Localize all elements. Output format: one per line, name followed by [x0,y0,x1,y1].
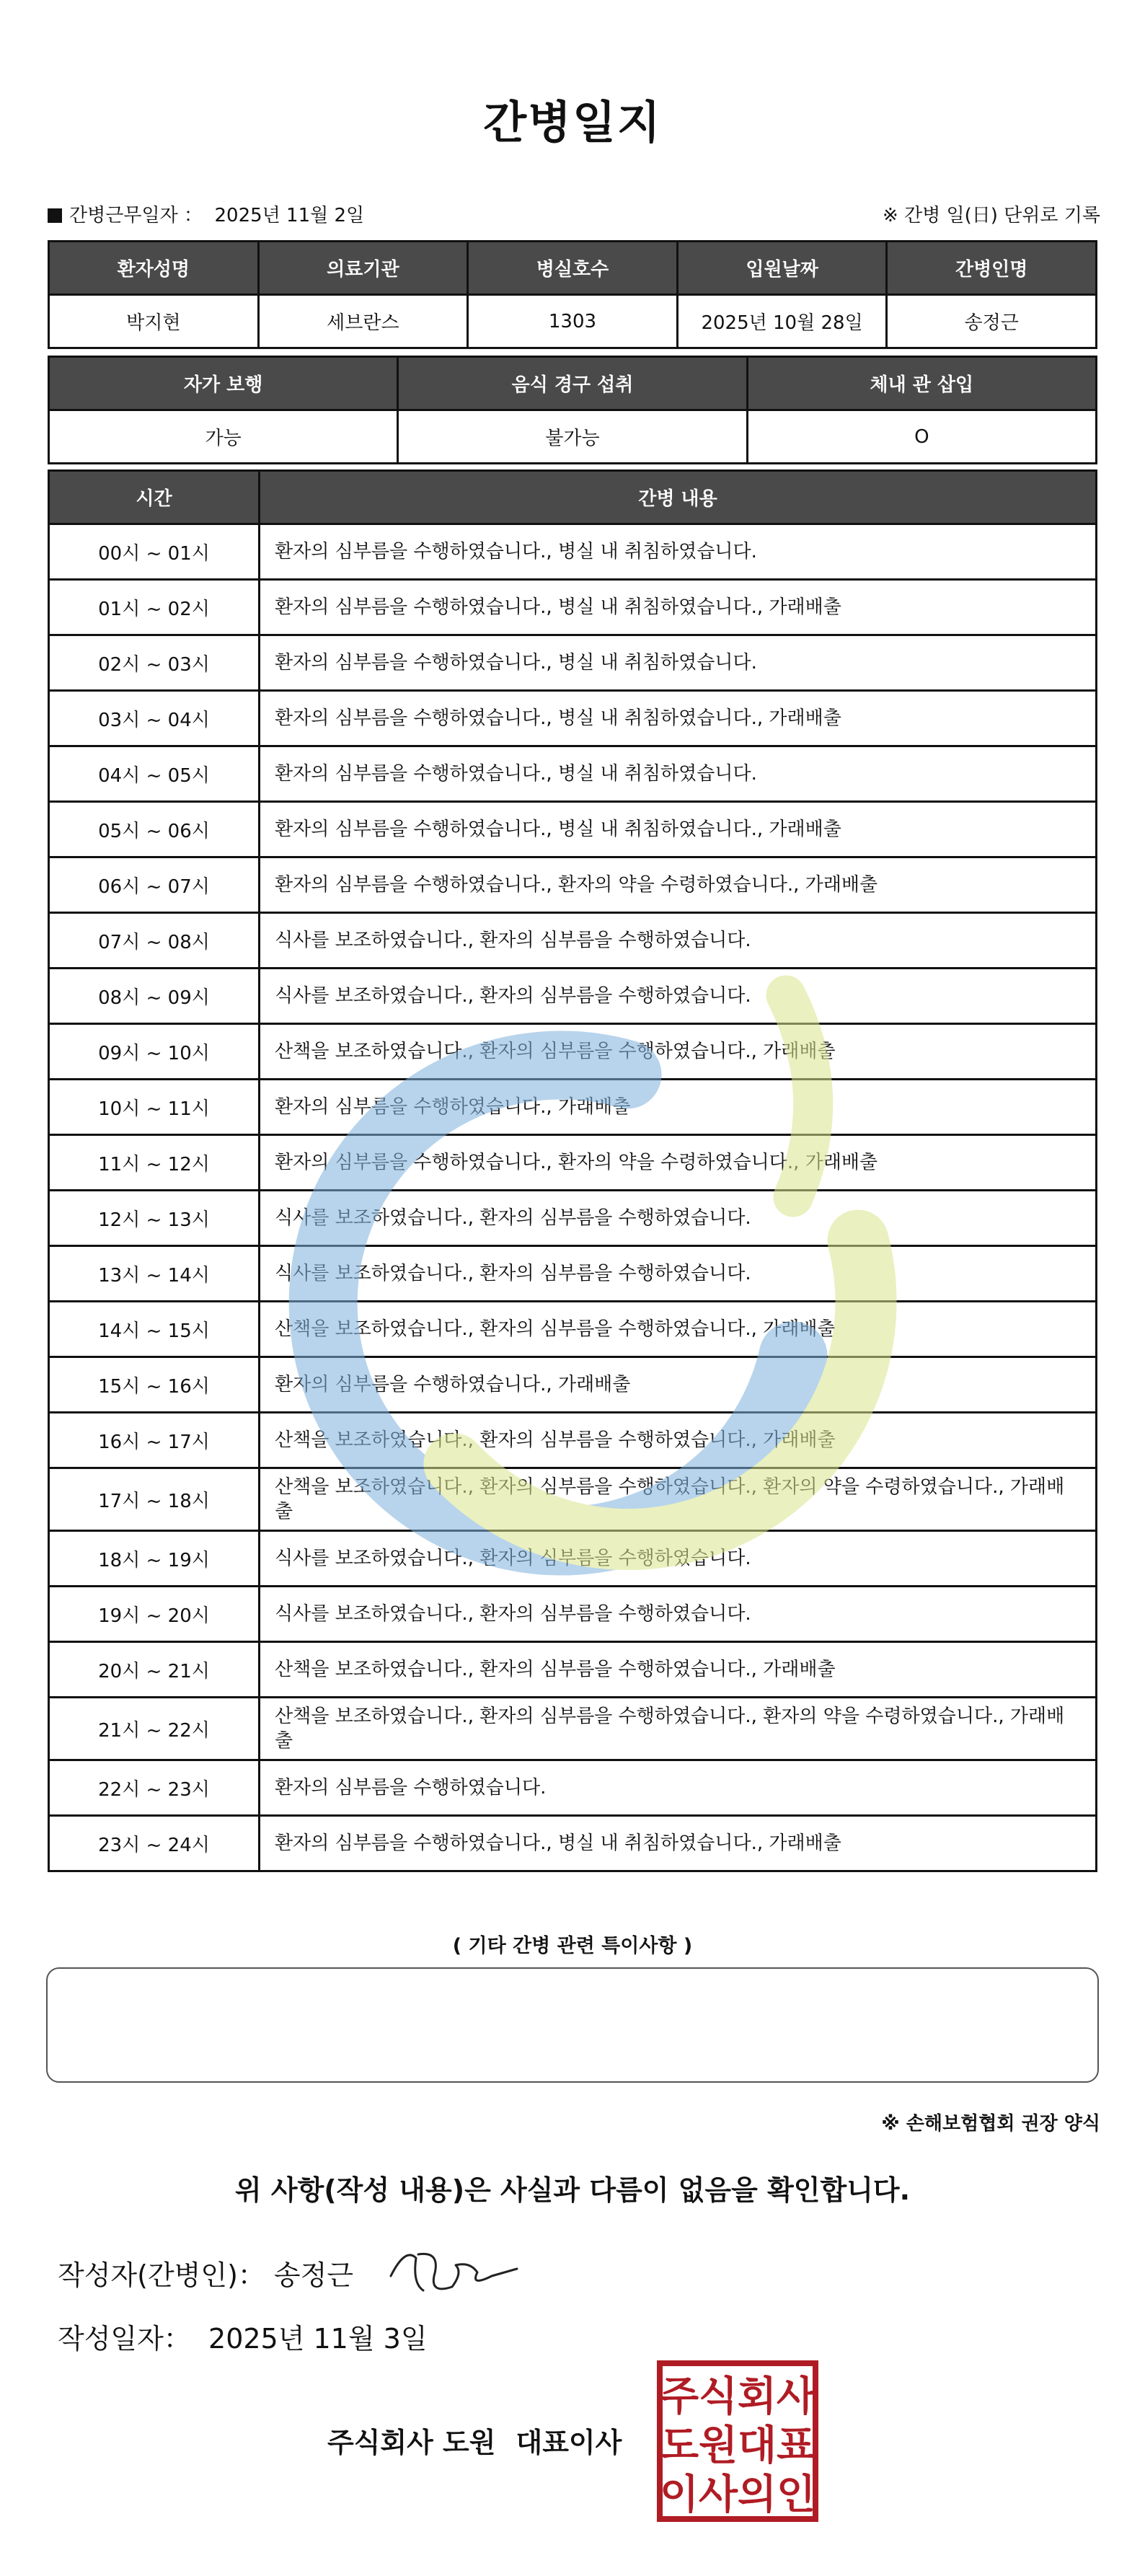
table-row [49,524,1097,580]
log-content-cell: 식사를 보조하였습니다., 환자의 심부름을 수행하였습니다. [260,1587,1097,1642]
log-content-cell: 식사를 보조하였습니다., 환자의 심부름을 수행하였습니다. [260,1246,1097,1302]
table-row [49,1468,1097,1531]
info-header: 입원날짜 [677,242,887,295]
log-time-cell: 12시 ~ 13시 [49,1191,260,1246]
log-time-cell: 05시 ~ 06시 [49,802,260,857]
info-header: 병실호수 [468,242,678,295]
patient-name: 박지현 [49,295,259,348]
writer-line [58,2253,353,2293]
record-unit-note: ※ 간병 일(日) 단위로 기록 [882,205,1100,226]
log-content-cell: 식사를 보조하였습니다., 환자의 심부름을 수행하였습니다. [260,1191,1097,1246]
seal-character: 식 [698,2373,738,2420]
walking-status: 가능 [49,410,398,464]
table-row [49,1587,1097,1642]
info-header: 환자성명 [49,242,259,295]
table-row [49,1246,1097,1302]
log-time-cell: 17시 ~ 18시 [49,1468,260,1531]
table-row [49,746,1097,802]
log-time-cell: 10시 ~ 11시 [49,1080,260,1135]
log-content-cell: 환자의 심부름을 수행하였습니다., 환자의 약을 수령하였습니다., 가래배출 [260,857,1097,913]
handwritten-signature [384,2233,521,2305]
company-line [327,2420,622,2460]
log-content-cell: 환자의 심부름을 수행하였습니다. [260,1760,1097,1816]
log-time-cell: 09시 ~ 10시 [49,1024,260,1080]
log-content-cell: 환자의 심부름을 수행하였습니다., 병실 내 취침하였습니다., 가래배출 [260,802,1097,857]
table-row [49,1698,1097,1760]
special-notes-box[interactable] [46,1967,1099,2083]
table-row [49,580,1097,635]
seal-character: 대 [737,2422,777,2469]
seal-character: 도 [659,2422,699,2469]
log-content-cell: 식사를 보조하였습니다., 환자의 심부름을 수행하였습니다. [260,969,1097,1024]
seal-character: 원 [698,2422,738,2469]
log-content-cell: 환자의 심부름을 수행하였습니다., 병실 내 취침하였습니다., 가래배출 [260,691,1097,746]
recommended-form-note: ※ 손해보험협회 권장 양식 [881,2113,1100,2135]
table-row [49,635,1097,691]
table-row [49,1413,1097,1468]
table-row [49,1191,1097,1246]
log-content-cell: 식사를 보조하였습니다., 환자의 심부름을 수행하였습니다. [260,913,1097,969]
log-time-cell: 13시 ~ 14시 [49,1246,260,1302]
table-row [49,1760,1097,1816]
info-header: 간병인명 [887,242,1097,295]
seal-character: 사 [776,2373,816,2420]
log-content-cell: 산책을 보조하였습니다., 환자의 심부름을 수행하였습니다., 환자의 약을 수령하였습니다., 가래배출 [260,1468,1097,1531]
table-row [49,969,1097,1024]
table-row [49,1531,1097,1587]
status-header: 체내 관 삽입 [747,357,1096,410]
log-time-cell: 08시 ~ 09시 [49,969,260,1024]
seal-character: 표 [776,2422,816,2469]
seal-character: 주 [659,2373,699,2420]
log-time-cell: 04시 ~ 05시 [49,746,260,802]
log-content-cell: 식사를 보조하였습니다., 환자의 심부름을 수행하였습니다. [260,1531,1097,1587]
log-time-cell: 01시 ~ 02시 [49,580,260,635]
log-content-cell: 환자의 심부름을 수행하였습니다., 병실 내 취침하였습니다., 가래배출 [260,580,1097,635]
care-date-line [48,200,364,227]
table-row [49,802,1097,857]
log-time-cell: 19시 ~ 20시 [49,1587,260,1642]
representative-title: 대표이사 [516,2427,622,2458]
log-content-cell: 산책을 보조하였습니다., 환자의 심부름을 수행하였습니다., 가래배출 [260,1413,1097,1468]
writer-label: 작성자(간병인)： [58,2259,265,2291]
table-row [49,1302,1097,1357]
table-row [49,1357,1097,1413]
log-time-cell: 23시 ~ 24시 [49,1816,260,1871]
written-date-label: 작성일자： [58,2323,191,2355]
log-content-cell: 환자의 심부름을 수행하였습니다., 환자의 약을 수령하였습니다., 가래배출 [260,1135,1097,1191]
log-time-cell: 03시 ~ 04시 [49,691,260,746]
log-time-cell: 18시 ~ 19시 [49,1531,260,1587]
log-content-cell: 산책을 보조하였습니다., 환자의 심부름을 수행하였습니다., 환자의 약을 수령하였습니다., 가래배출 [260,1698,1097,1760]
company-name: 주식회사 도원 [327,2427,496,2458]
log-content-cell: 산책을 보조하였습니다., 환자의 심부름을 수행하였습니다., 가래배출 [260,1302,1097,1357]
page-title: 간병일지 [483,96,662,149]
log-time-cell: 21시 ~ 22시 [49,1698,260,1760]
table-row [49,857,1097,913]
table-row [49,1080,1097,1135]
care-date-value: 2025년 11월 2일 [214,205,365,226]
patient-status-table [48,356,1097,464]
oral-intake-status: 불가능 [398,410,747,464]
log-time-cell: 14시 ~ 15시 [49,1302,260,1357]
table-row [49,1135,1097,1191]
seal-character: 이 [659,2471,699,2518]
info-header: 의료기관 [258,242,468,295]
written-date-line [58,2316,428,2356]
writer-name: 송정근 [273,2259,354,2291]
seal-character: 의 [737,2471,777,2518]
log-time-cell: 16시 ~ 17시 [49,1413,260,1468]
log-content-cell: 환자의 심부름을 수행하였습니다., 가래배출 [260,1357,1097,1413]
square-bullet-icon [48,208,62,223]
log-content-cell: 환자의 심부름을 수행하였습니다., 병실 내 취침하였습니다. [260,524,1097,580]
log-content-cell: 환자의 심부름을 수행하였습니다., 병실 내 취침하였습니다. [260,746,1097,802]
log-time-cell: 00시 ~ 01시 [49,524,260,580]
log-content-cell: 환자의 심부름을 수행하였습니다., 가래배출 [260,1080,1097,1135]
log-header-time: 시간 [49,471,260,524]
table-row [49,1816,1097,1871]
room-number: 1303 [468,295,678,348]
patient-info-table [48,240,1097,349]
table-row [49,913,1097,969]
written-date-value: 2025년 11월 3일 [208,2323,428,2355]
log-content-cell: 환자의 심부름을 수행하였습니다., 병실 내 취침하였습니다., 가래배출 [260,1816,1097,1871]
caregiver-name: 송정근 [887,295,1097,348]
log-time-cell: 22시 ~ 23시 [49,1760,260,1816]
log-header-content: 간병 내용 [260,471,1097,524]
special-notes-title: ( 기타 간병 관련 특이사항 ) [452,1935,693,1957]
log-time-cell: 07시 ~ 08시 [49,913,260,969]
log-time-cell: 20시 ~ 21시 [49,1642,260,1698]
hospital-name: 세브란스 [258,295,468,348]
status-header: 음식 경구 섭취 [398,357,747,410]
log-content-cell: 산책을 보조하였습니다., 환자의 심부름을 수행하였습니다., 가래배출 [260,1642,1097,1698]
seal-character: 회 [737,2373,777,2420]
log-time-cell: 06시 ~ 07시 [49,857,260,913]
log-time-cell: 11시 ~ 12시 [49,1135,260,1191]
log-content-cell: 환자의 심부름을 수행하였습니다., 병실 내 취침하였습니다. [260,635,1097,691]
table-row [49,1024,1097,1080]
status-header: 자가 보행 [49,357,398,410]
log-time-cell: 02시 ~ 03시 [49,635,260,691]
log-content-cell: 산책을 보조하였습니다., 환자의 심부름을 수행하였습니다., 가래배출 [260,1024,1097,1080]
seal-character: 사 [698,2471,738,2518]
confirmation-statement: 위 사항(작성 내용)은 사실과 다름이 없음을 확인합니다. [234,2174,911,2206]
log-time-cell: 15시 ~ 16시 [49,1357,260,1413]
admission-date: 2025년 10월 28일 [677,295,887,348]
care-date-label: 간병근무일자 ： [69,205,203,226]
care-log-table [48,469,1097,1872]
tube-insertion-status: O [747,410,1096,464]
seal-character: 인 [776,2471,816,2518]
table-row [49,1642,1097,1698]
table-row [49,691,1097,746]
company-seal [656,2360,819,2523]
